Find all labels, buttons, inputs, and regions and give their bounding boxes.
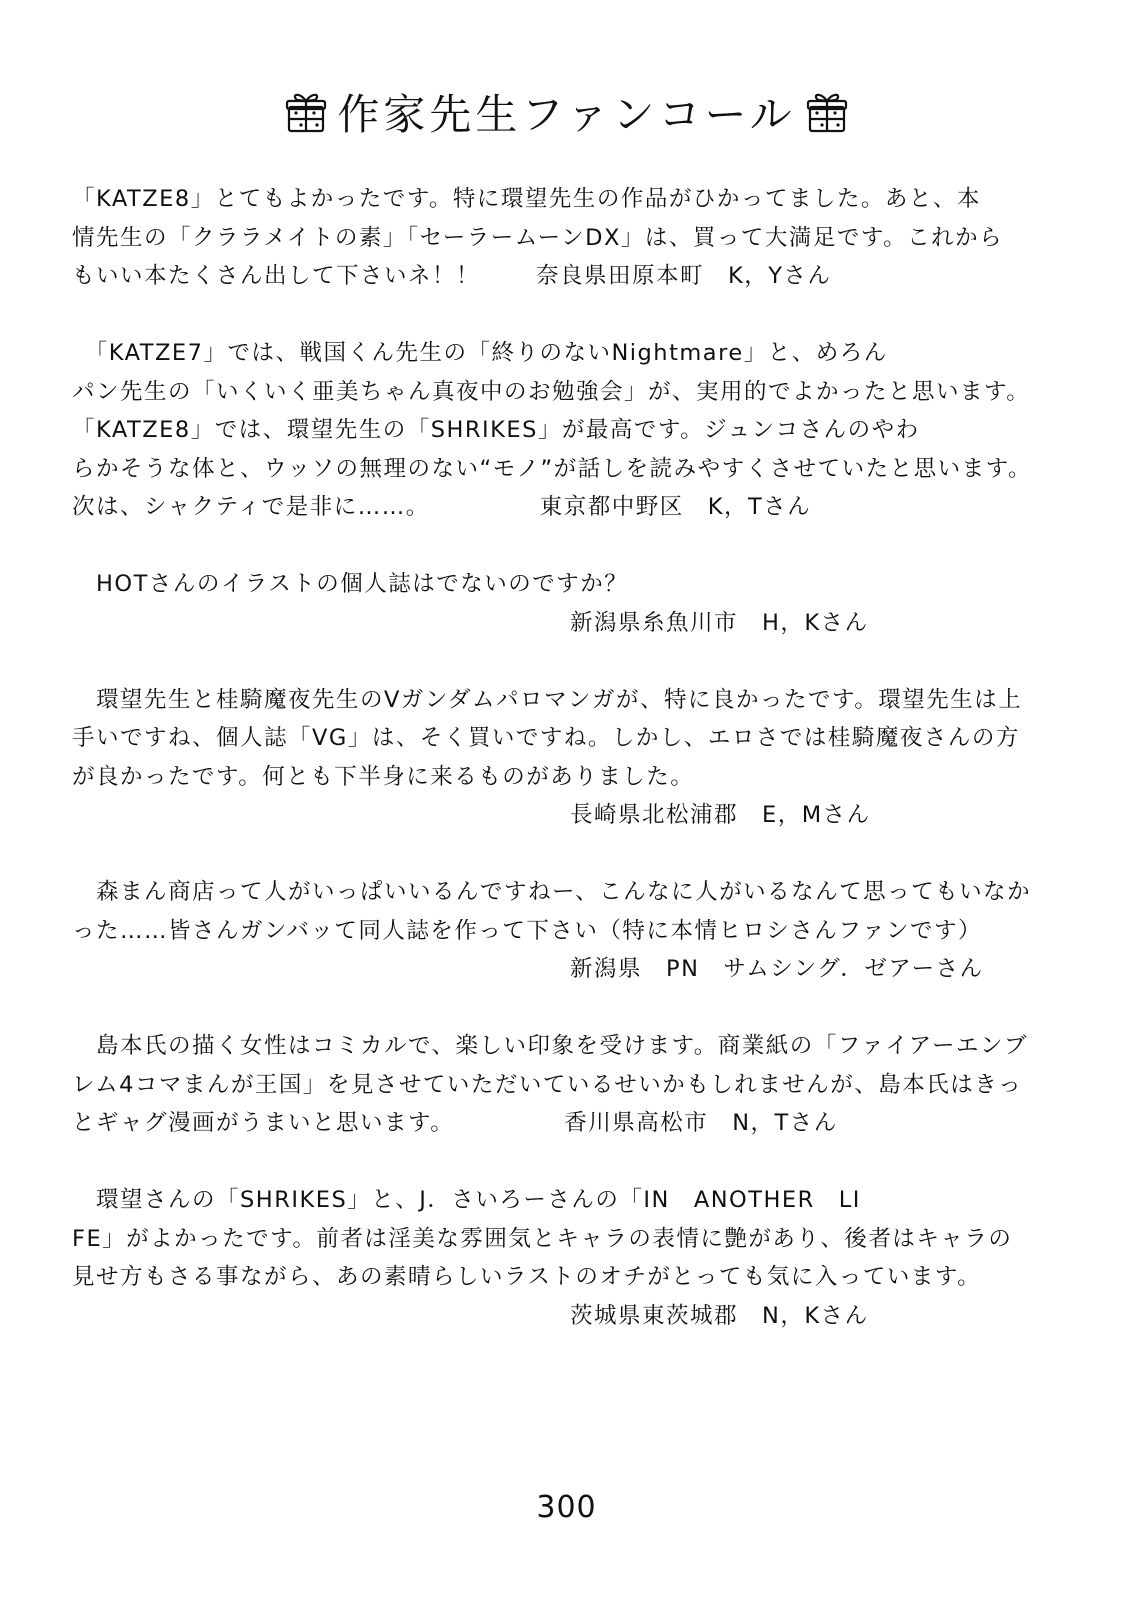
letter <box>72 1181 1072 1335</box>
letter-line: 手いですね、個人誌「VG」は、そく買いですね。しかし、エロさでは桂騎魔夜さんの方 <box>72 725 1020 751</box>
letter-line: らかそうな体と、ウッソの無理のない“モノ”が話しを読みやすくさせていたと思います。 <box>72 455 1032 482</box>
letter-line-text: 次は、シャクティで是非に……。 <box>72 494 430 520</box>
gift-icon <box>283 89 329 135</box>
letter-line: 「KATZE8」では、環望先生の「SHRIKES」が最高です。ジュンコさんのやわ <box>72 417 920 443</box>
letter-line: が良かったです。何とも下半身に来るものがありました。 <box>72 763 695 790</box>
letter-line: 森まん商店って人がいっぱいいるんですねー、こんなに人がいるなんて思ってもいなか <box>72 879 1032 905</box>
letter-line <box>72 1104 1072 1143</box>
letters-body <box>72 180 1072 1335</box>
letter-line <box>72 257 1072 296</box>
letter-credit: 東京都中野区 K，Tさん <box>539 494 812 520</box>
letter <box>72 180 1072 296</box>
letter-credit: 新潟県 PN サムシング．ゼアーさん <box>570 956 984 982</box>
letter-line: 島本氏の描く女性はコミカルで、楽しい印象を受けます。商業紙の「ファイアーエンブ <box>72 1033 1028 1059</box>
letter-credit: 香川県高松市 N，Tさん <box>564 1110 838 1136</box>
letter-line: 「KATZE7」では、戦国くん先生の「終りのないNightmare」と、めろん <box>72 340 888 366</box>
letter-line: 環望さんの「SHRIKES」と、J．さいろーさんの「IN ANOTHER LI <box>72 1187 861 1213</box>
spacer <box>72 989 1072 1028</box>
spacer <box>72 296 1072 335</box>
gift-icon <box>804 89 850 135</box>
letter <box>72 873 1072 989</box>
letter-line: 環望先生と桂騎魔夜先生のVガンダムパロマンガが、特に良かったです。環望先生は上 <box>72 686 1023 713</box>
page-header <box>0 82 1133 142</box>
page-number: 300 <box>536 1490 597 1525</box>
spacer <box>72 642 1072 681</box>
letter <box>72 1027 1072 1143</box>
spacer <box>72 527 1072 566</box>
letter-line: 情先生の「クララメイトの素」「セーラームーンDX」は、買って大満足です。これから <box>72 224 1004 251</box>
letter-credit: 長崎県北松浦郡 E，Mさん <box>570 802 871 828</box>
letter-line: パン先生の「いくいく亜美ちゃん真夜中のお勉強会」が、実用的でよかったと思います。 <box>72 378 1031 405</box>
letter-line: 「KATZE8」とてもよかったです。特に環望先生の作品がひかってました。あと、本 <box>72 186 981 212</box>
letter-credit: 茨城県東茨城郡 N，Kさん <box>570 1302 869 1329</box>
letter <box>72 565 1072 642</box>
letter-line: った……皆さんガンバッて同人誌を作って下さい（特に本情ヒロシさんファンです） <box>72 917 982 944</box>
letter-line-text: もいい本たくさん出して下さいネ！！ <box>72 263 481 289</box>
letter-credit: 奈良県田原本町 K，Yさん <box>536 263 832 289</box>
letter-line: レム4コマまんが王国」を見させていただいているせいかもしれませんが、島本氏はきっ <box>72 1071 1023 1098</box>
letter-line-text: とギャグ漫画がうまいと思います。 <box>72 1110 455 1136</box>
letter-line: FE」がよかったです。前者は淫美な雰囲気とキャラの表情に艶があり、後者はキャラの <box>72 1225 1013 1252</box>
letter <box>72 681 1072 835</box>
letter <box>72 334 1072 527</box>
letter-line: 見せ方もさる事ながら、あの素晴らしいラストのオチがとっても気に入っています。 <box>72 1264 982 1290</box>
letter-line: HOTさんのイラストの個人誌はでないのですか？ <box>72 571 629 597</box>
letter-line <box>72 488 1072 527</box>
spacer <box>72 835 1072 874</box>
spacer <box>72 1143 1072 1182</box>
page-title: 作家先生ファンコール <box>337 90 796 139</box>
letter-credit: 新潟県糸魚川市 H，Kさん <box>570 609 869 636</box>
